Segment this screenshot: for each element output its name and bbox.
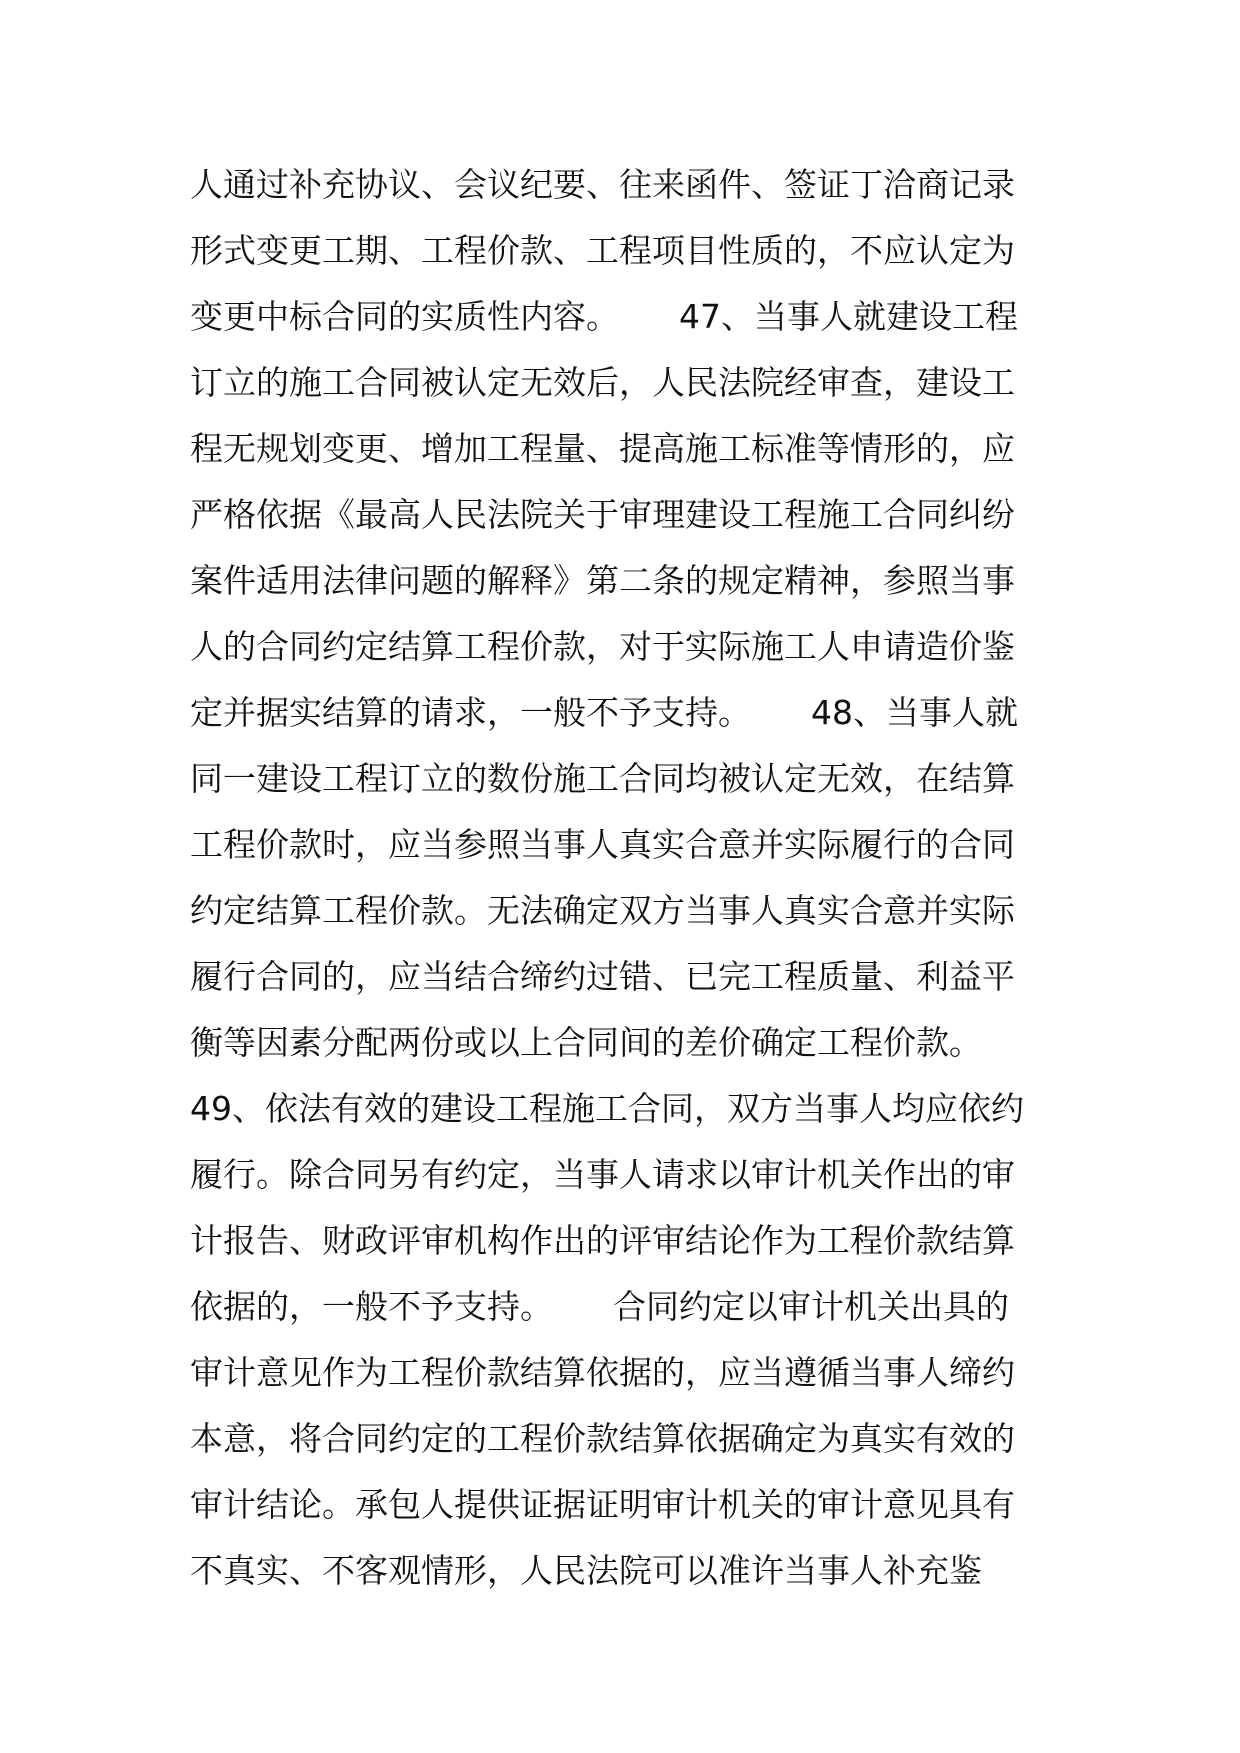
- text-line: 履行。除合同另有约定，当事人请求以审计机关作出的审: [190, 1155, 1015, 1194]
- text-line: 形式变更工期、工程价款、工程项目性质的，不应认定为: [190, 231, 1015, 270]
- text-line: 人通过补充协议、会议纪要、往来函件、签证丁洽商记录: [190, 165, 1015, 204]
- text-line: 同一建设工程订立的数份施工合同均被认定无效，在结算: [190, 759, 1015, 798]
- text-line: 人的合同约定结算工程价款，对于实际施工人申请造价鉴: [190, 627, 1015, 666]
- text-line: 订立的施工合同被认定无效后，人民法院经审查，建设工: [190, 363, 1015, 402]
- text-line: 工程价款时，应当参照当事人真实合意并实际履行的合同: [190, 825, 1015, 864]
- text-line: 约定结算工程价款。无法确定双方当事人真实合意并实际: [190, 891, 1015, 930]
- text-line: 履行合同的，应当结合缔约过错、已完工程质量、利益平: [190, 957, 1015, 996]
- text-line: 49、依法有效的建设工程施工合同，双方当事人均应依约: [190, 1089, 1024, 1128]
- text-line: 定并据实结算的请求，一般不予支持。 48、当事人就: [190, 693, 1018, 732]
- text-line: 严格依据《最高人民法院关于审理建设工程施工合同纠纷: [190, 495, 1015, 534]
- text-line: 变更中标合同的实质性内容。 47、当事人就建设工程: [190, 297, 1018, 336]
- text-line: 程无规划变更、增加工程量、提高施工标准等情形的，应: [190, 429, 1015, 468]
- text-line: 计报告、财政评审机构作出的评审结论作为工程价款结算: [190, 1221, 1015, 1260]
- text-line: 衡等因素分配两份或以上合同间的差价确定工程价款。: [190, 1023, 982, 1062]
- text-line: 不真实、不客观情形，人民法院可以准许当事人补充鉴: [190, 1551, 982, 1590]
- body-text: [190, 152, 1070, 1604]
- text-line: 依据的，一般不予支持。 合同约定以审计机关出具的: [190, 1287, 1009, 1326]
- text-line: 本意，将合同约定的工程价款结算依据确定为真实有效的: [190, 1419, 1015, 1458]
- text-line: 审计意见作为工程价款结算依据的，应当遵循当事人缔约: [190, 1353, 1015, 1392]
- text-line: 案件适用法律问题的解释》第二条的规定精神，参照当事: [190, 561, 1015, 600]
- text-line: 审计结论。承包人提供证据证明审计机关的审计意见具有: [190, 1485, 1015, 1524]
